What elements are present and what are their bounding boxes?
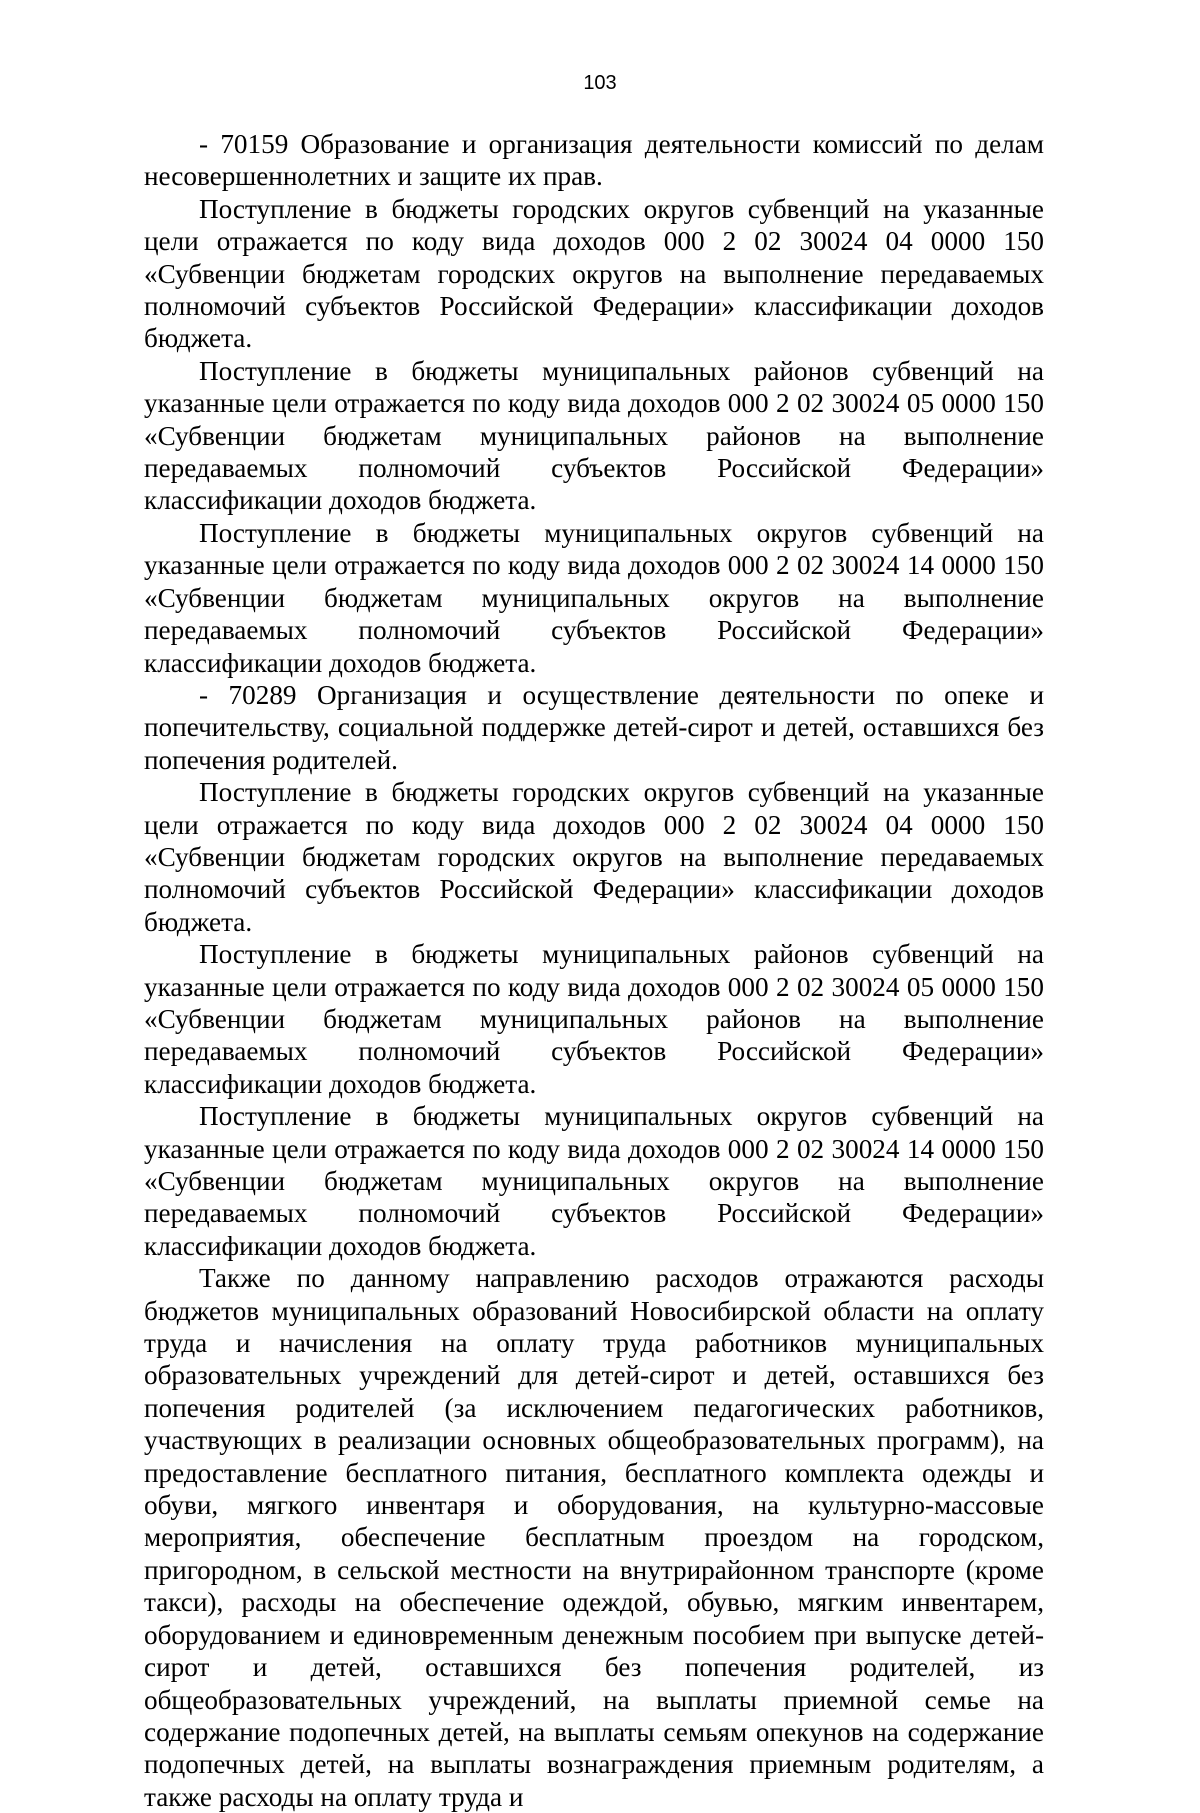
paragraph-70289-item: - 70289 Организация и осуществление деятельности по опеке и попечительству, социальной поддержке детей-сирот и детей, оставшихся без попечения родителей. (144, 679, 1044, 775)
document-body (144, 128, 1044, 1813)
paragraph-70159-item: - 70159 Образование и организация деятельности комиссий по делам несовершеннолетних и защите их прав. (144, 129, 1044, 192)
paragraph-municipal-districts-2: Поступление в бюджеты муниципальных районов субвенций на указанные цели отражается по коду вида доходов 000 2 02 30024 05 0000 150 «Субвенции бюджетам муниципальных районов на выполнение передаваемых полномочий субъектов Российской Федерации» классификации доходов бюджета. (144, 939, 1044, 1099)
paragraph-municipal-okrugs-2: Поступление в бюджеты муниципальных округов субвенций на указанные цели отражается по коду вида доходов 000 2 02 30024 14 0000 150 «Субвенции бюджетам муниципальных округов на выполнение передаваемых полномочий субъектов Российской Федерации» классификации доходов бюджета. (144, 1101, 1044, 1261)
paragraph-municipal-okrugs-1: Поступление в бюджеты муниципальных округов субвенций на указанные цели отражается по коду вида доходов 000 2 02 30024 14 0000 150 «Субвенции бюджетам муниципальных округов на выполнение передаваемых полномочий субъектов Российской Федерации» классификации доходов бюджета. (144, 517, 1044, 678)
paragraph-additional-expenses: Также по данному направлению расходов отражаются расходы бюджетов муниципальных образований Новосибирской области на оплату труда и начисления на оплату труда работников муниципальных образовательных учреждений для детей-сирот и детей, оставшихся без попечения родителей (за исключением педагогических работников, участвующих в реализации основных общеобразовательных программ), на предоставление бесплатного питания, бесплатного комплекта одежды и обуви, мягкого инвентаря и оборудования, на культурно-массовые мероприятия, обеспечение бесплатным проездом на городском, пригородном, в сельской местности на внутрирайонном транспорте (кроме такси), расходы на обеспечение одеждой, обувью, мягким инвентарем, оборудованием и единовременным денежным пособием при выпуске детей-сирот и детей, оставшихся без попечения родителей, из общеобразовательных учреждений, на выплаты приемной семье на содержание подопечных детей, на выплаты семьям опекунов на содержание подопечных детей, на выплаты вознаграждения приемным родителям, а также расходы на оплату труда и (144, 1263, 1044, 1812)
paragraph-municipal-districts-1: Поступление в бюджеты муниципальных районов субвенций на указанные цели отражается по коду вида доходов 000 2 02 30024 05 0000 150 «Субвенции бюджетам муниципальных районов на выполнение передаваемых полномочий субъектов Российской Федерации» классификации доходов бюджета. (144, 355, 1044, 516)
page-number: 103 (583, 72, 617, 94)
paragraph-urban-districts-1: Поступление в бюджеты городских округов субвенций на указанные цели отражается по коду вида доходов 000 2 02 30024 04 0000 150 «Субвенции бюджетам городских округов на выполнение передаваемых полномочий субъектов Российской Федерации» классификации доходов бюджета. (144, 193, 1044, 354)
paragraph-urban-districts-2: Поступление в бюджеты городских округов субвенций на указанные цели отражается по коду вида доходов 000 2 02 30024 04 0000 150 «Субвенции бюджетам городских округов на выполнение передаваемых полномочий субъектов Российской Федерации» классификации доходов бюджета. (144, 777, 1044, 937)
